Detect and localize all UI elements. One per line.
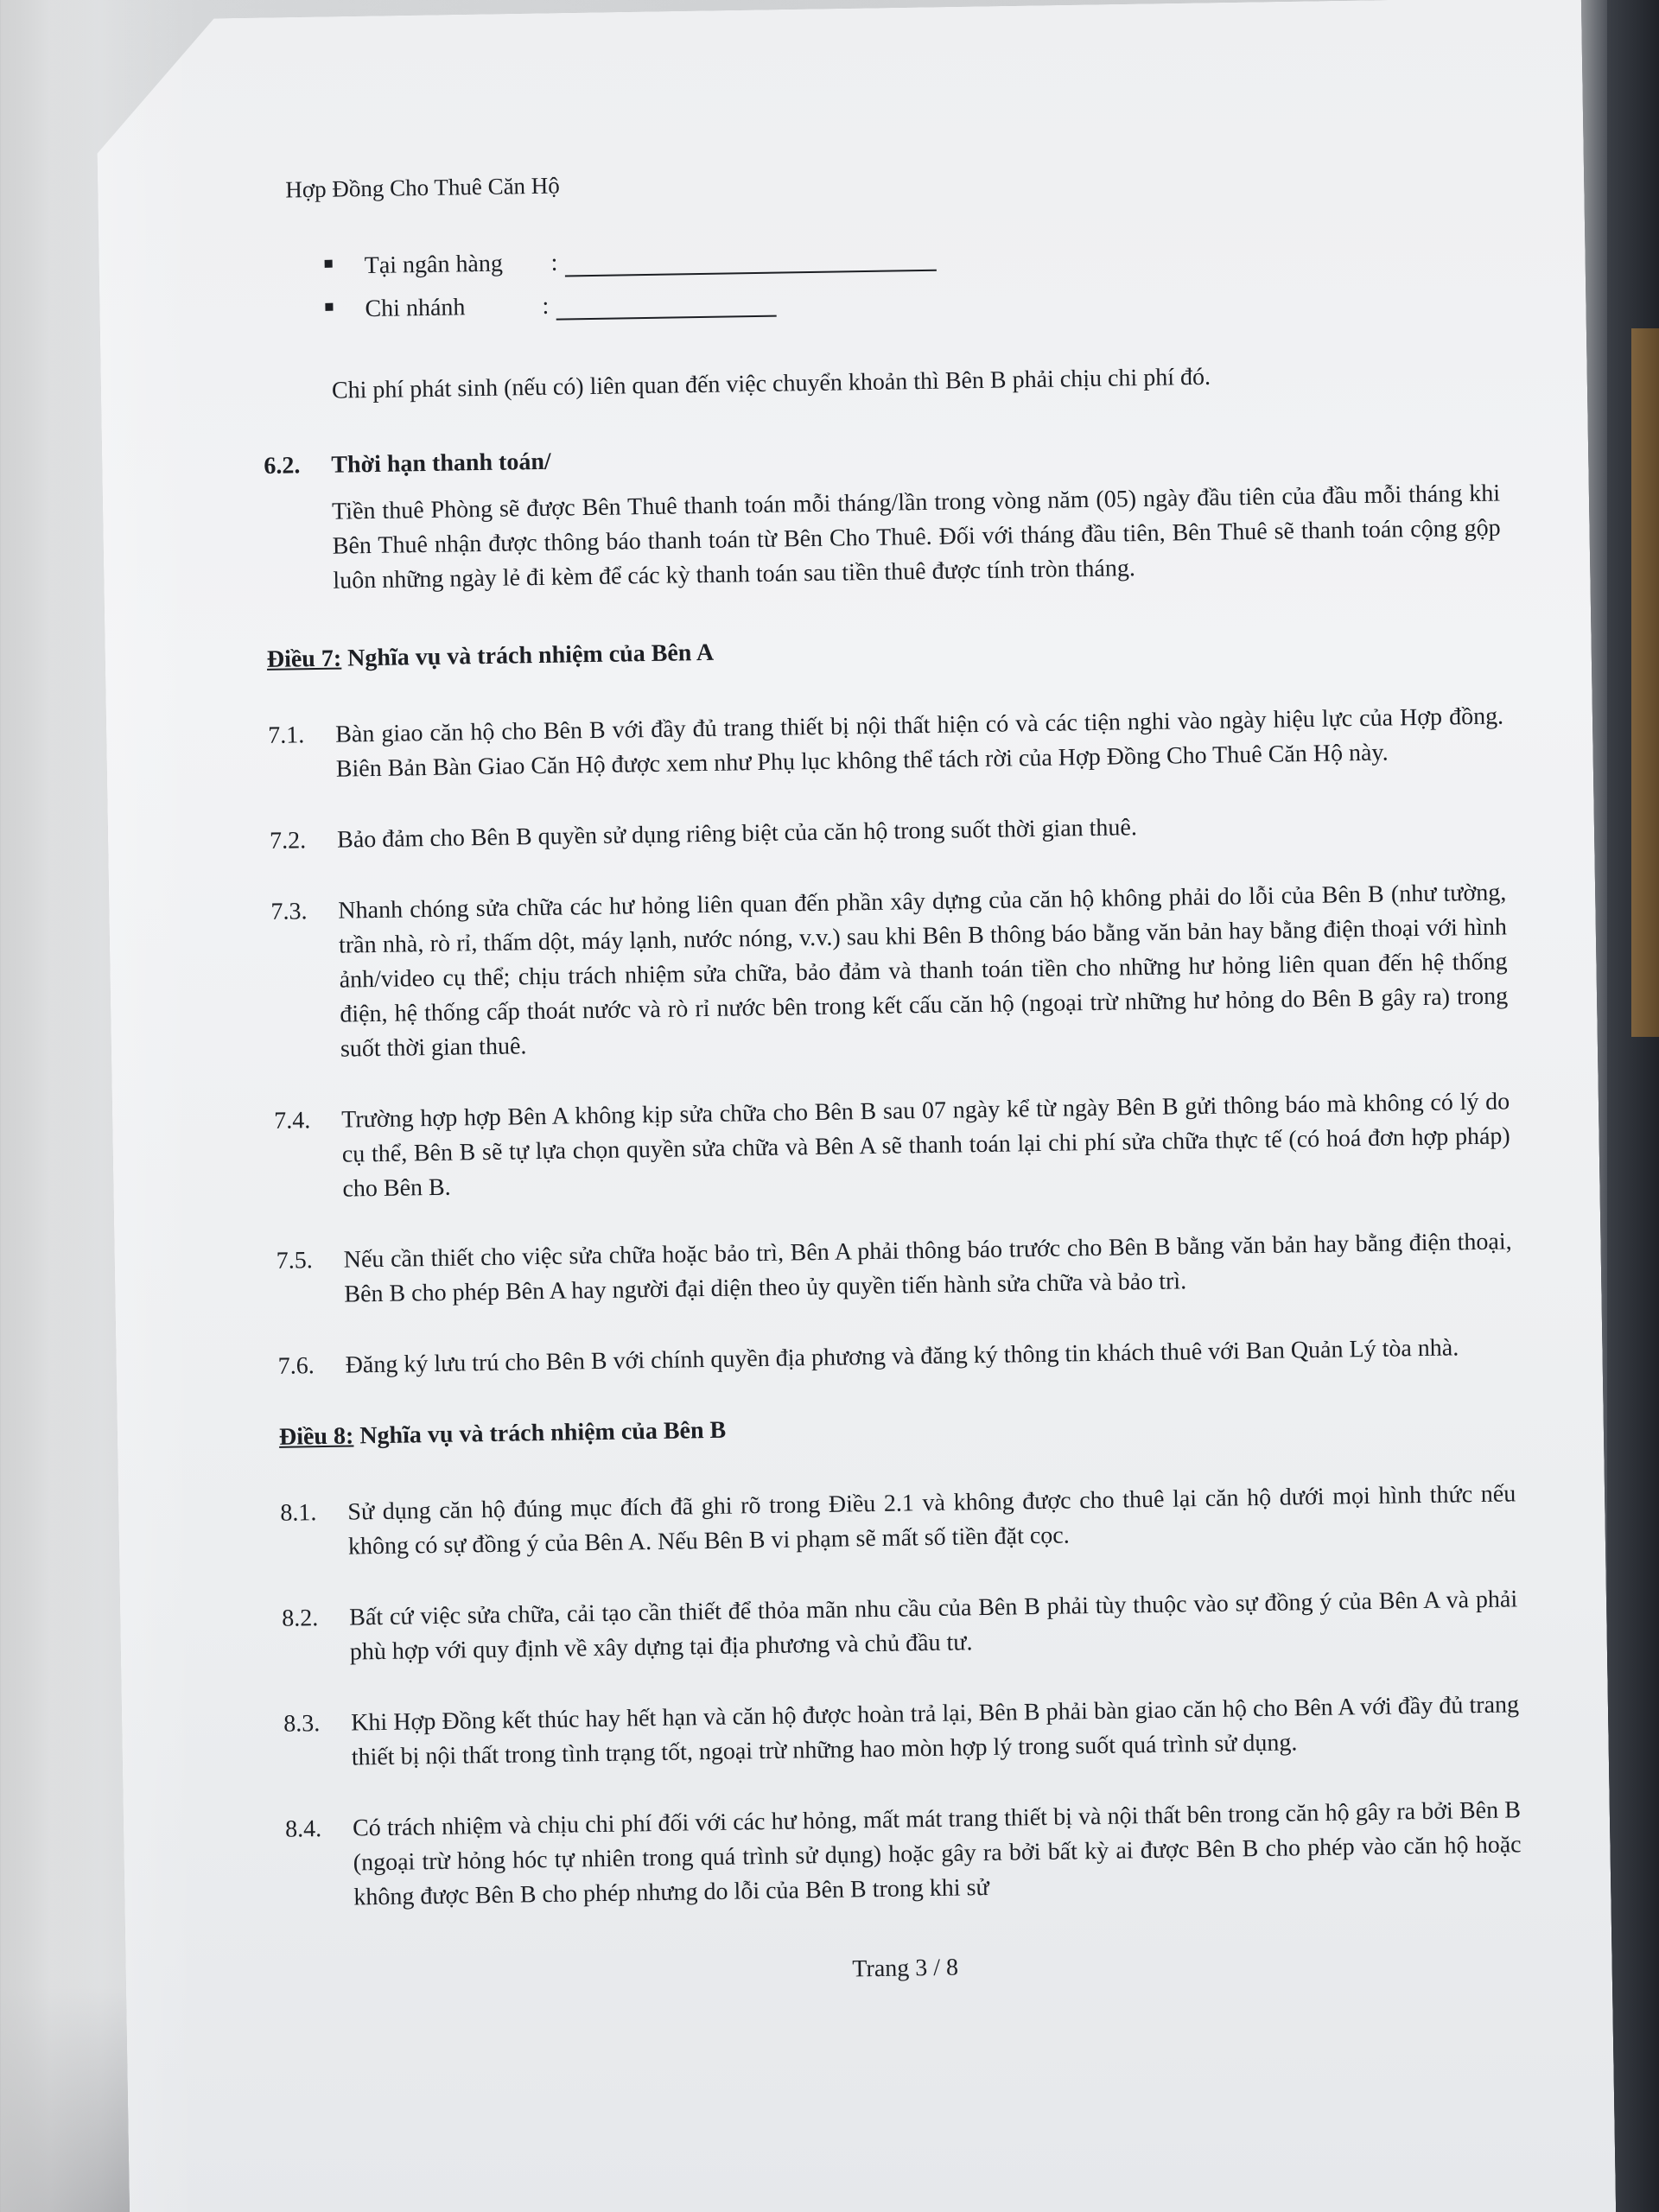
clause-8-2 bbox=[282, 1582, 1518, 1670]
bank-name-label: Tại ngân hàng bbox=[364, 250, 504, 280]
section-6-2-heading bbox=[264, 429, 1499, 483]
bank-name-blank-line[interactable] bbox=[564, 240, 937, 277]
clause-text: Sử dụng căn hộ đúng mục đích đã ghi rõ trong Điều 2.1 và không được cho thuê lại căn hộ dưới mọi hình thức nếu không có sự đồng ý của Bên A. Nếu Bên B vi phạm sẽ mất số tiền đặt cọc. bbox=[347, 1480, 1516, 1560]
clause-7-3 bbox=[270, 875, 1509, 1067]
bank-info-list bbox=[364, 223, 1497, 327]
clause-text: Trường hợp hợp Bên A không kịp sửa chữa cho Bên B sau 07 ngày kể từ ngày Bên B gửi thông báo mà không có lý do cụ thể, Bên B sẽ tự lựa chọn quyền sửa chữa và Bên A sẽ thanh toán lại chi phí sửa chữa thực tế (có hoá đơn hợp pháp) cho Bên B. bbox=[340, 1088, 1510, 1203]
clause-number: 8.2. bbox=[282, 1605, 319, 1632]
page-number: Trang 3 / 8 bbox=[852, 1954, 959, 1983]
clause-text: Có trách nhiệm và chịu chi phí đối với các hư hỏng, mất mát trang thiết bị và nội thất bên trong căn hộ gây ra bởi Bên B (ngoại trừ hỏng hóc tự nhiên trong quá trình sử dụng) hoặc gây ra bởi bất kỳ ai được Bên B cho phép vào căn hộ hoặc không được Bên B cho phép nhưng do lỗi của Bên B trong khi sử bbox=[352, 1796, 1522, 1911]
running-header: Hợp Đồng Cho Thuê Căn Hộ bbox=[285, 172, 561, 203]
clause-7-5 bbox=[276, 1224, 1512, 1313]
clause-number: 8.4. bbox=[284, 1815, 322, 1843]
clause-7-4 bbox=[274, 1084, 1511, 1207]
clause-text: Bất cứ việc sửa chữa, cải tạo cần thiết để thỏa mãn nhu cầu của Bên B phải tùy thuộc vào sự đồng ý của Bên A và phải phù hợp với quy định về xây dựng tại địa phương và chủ đầu tư. bbox=[349, 1586, 1518, 1666]
clause-number: 7.4. bbox=[273, 1107, 311, 1135]
background-cardboard-edge bbox=[1631, 328, 1659, 1037]
clause-7-1 bbox=[268, 699, 1504, 787]
bullet-icon bbox=[325, 260, 333, 268]
clause-number: 7.2. bbox=[269, 827, 307, 855]
clause-number: 7.3. bbox=[270, 898, 308, 925]
branch-label: Chi nhánh bbox=[365, 294, 466, 323]
transfer-fee-note: Chi phí phát sinh (nếu có) liên quan đến việc chuyển khoản thì Bên B phải chịu chi phí đó. bbox=[331, 363, 1211, 404]
clause-text: Đăng ký lưu trú cho Bên B với chính quyền địa phương và đăng ký thông tin khách thuê với Ban Quản Lý tòa nhà. bbox=[345, 1334, 1459, 1379]
clause-8-4 bbox=[285, 1793, 1522, 1916]
clause-8-1 bbox=[280, 1477, 1516, 1565]
clause-8-3 bbox=[283, 1688, 1520, 1776]
branch-blank-line[interactable] bbox=[556, 286, 777, 321]
clause-text: Nhanh chóng sửa chữa các hư hỏng liên quan đến phần xây dựng của căn hộ không phải do lỗi của Bên B (như tường, trần nhà, rò rỉ, thấm dột, máy lạnh, nước nóng, v.v.) sau khi Bên B thông báo bằng văn bản hay bằng điện thoại với hình ảnh/video cụ thể; chịu trách nhiệm sửa chữa, bảo đảm và thanh toán tiền cho những hư hỏng liên quan đến hệ thống điện, hệ thống cấp thoát nước và rò rỉ nước bên trong kết cấu căn hộ (ngoại trừ những hư hỏng do Bên B gây ra) trong suốt thời gian thuê. bbox=[338, 879, 1509, 1063]
section-6-2-body: Tiền thuê Phòng sẽ được Bên Thuê thanh toán mỗi tháng/lần trong vòng năm (05) ngày đầu tiên của đầu mỗi tháng khi Bên Thuê nhận được thông báo thanh toán từ Bên Cho Thuê. Đối với tháng đầu tiên, Bên Thuê sẽ thanh toán cộng gộp luôn những ngày lẻ đi kèm để các kỳ thanh toán sau tiền thuê được tính tròn tháng. bbox=[331, 480, 1501, 594]
article-7-heading bbox=[267, 623, 1503, 677]
clause-text: Bảo đảm cho Bên B quyền sử dụng riêng biệt của căn hộ trong suốt thời gian thuê. bbox=[336, 814, 1138, 854]
clause-text: Khi Hợp Đồng kết thúc hay hết hạn và căn hộ được hoàn trả lại, Bên B phải bàn giao căn hộ cho Bên A với đầy đủ trang thiết bị nội thất trong tình trạng tốt, ngoại trừ những hao mòn hợp lý trong suốt quá trình sử dụng. bbox=[350, 1691, 1520, 1771]
section-title: Thời hạn thanh toán/ bbox=[331, 448, 551, 479]
clause-text: Bàn giao căn hộ cho Bên B với đầy đủ trang thiết bị nội thất hiện có và các tiện nghi vào ngày hiệu lực của Hợp đồng. Biên Bản Bàn Giao Căn Hộ được xem như Phụ lục không thể tách rời của Hợp Đồng Cho Thuê Căn Hộ này. bbox=[334, 702, 1504, 783]
article-title: Nghĩa vụ và trách nhiệm của Bên A bbox=[340, 639, 715, 672]
section-number: 6.2. bbox=[264, 452, 301, 480]
article-title: Nghĩa vụ và trách nhiệm của Bên B bbox=[353, 1416, 727, 1450]
article-number: Điều 8: bbox=[278, 1422, 354, 1451]
document-page bbox=[259, 154, 1523, 1996]
clause-number: 8.1. bbox=[280, 1499, 317, 1527]
clause-number: 8.3. bbox=[283, 1710, 321, 1738]
field-colon: : bbox=[550, 249, 558, 276]
clause-7-6 bbox=[277, 1330, 1513, 1383]
field-colon: : bbox=[542, 292, 550, 320]
clause-number: 7.5. bbox=[276, 1247, 314, 1274]
bullet-icon bbox=[325, 303, 333, 311]
article-number: Điều 7: bbox=[266, 645, 342, 673]
clause-text: Nếu cần thiết cho việc sửa chữa hoặc bảo trì, Bên A phải thông báo trước cho Bên B bằng văn bản hay bằng điện thoại, Bên B cho phép Bên A hay người đại diện theo ủy quyền tiến hành sửa chữa và bảo trì. bbox=[343, 1228, 1512, 1308]
clause-number: 7.1. bbox=[267, 721, 305, 749]
article-8-heading bbox=[279, 1401, 1515, 1454]
clause-7-2 bbox=[270, 804, 1505, 858]
clause-number: 7.6. bbox=[277, 1352, 315, 1380]
